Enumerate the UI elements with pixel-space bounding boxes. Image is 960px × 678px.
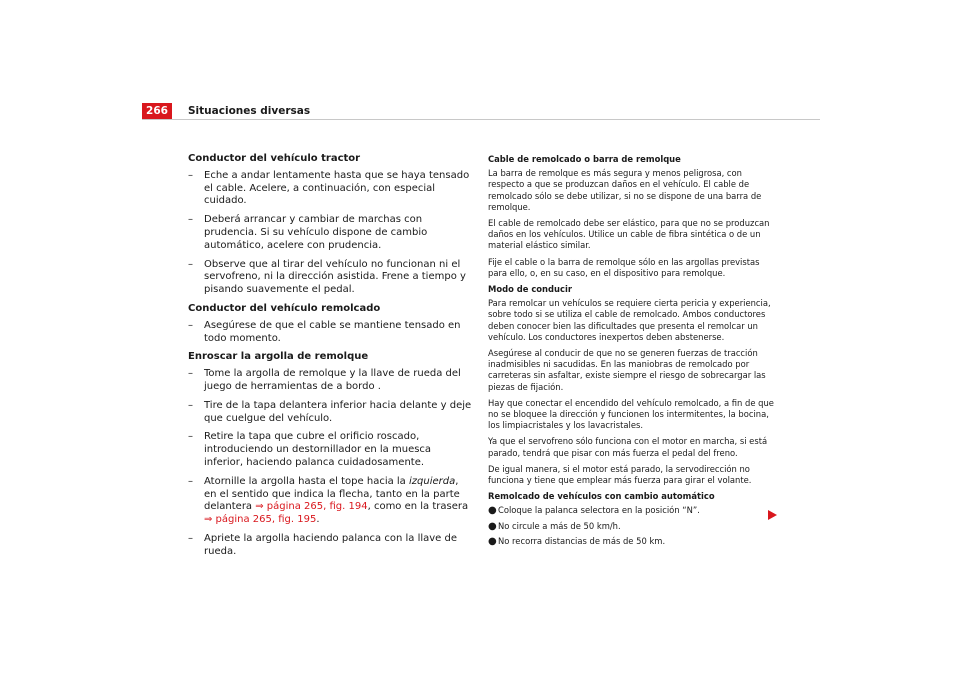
step <box>188 476 473 527</box>
step <box>188 431 473 469</box>
step <box>188 214 473 252</box>
step-text: , en el sentido que indica la flecha, tanto en la parte delantera <box>204 475 460 513</box>
right-column <box>488 154 778 551</box>
section-title: Situaciones diversas <box>188 105 311 117</box>
link-fig-195[interactable]: ⇒ página 265, fig. 195 <box>204 514 317 526</box>
step <box>188 368 473 394</box>
step-text: Atornille la argolla hasta el tope hacia la <box>204 475 409 487</box>
step-text: Tire de la tapa delantera inferior hacia delante y deje que cuelgue del vehículo. <box>204 399 472 424</box>
step-text: , como en la trasera <box>367 501 469 513</box>
next-page-arrow-icon[interactable] <box>768 510 777 520</box>
step-text: . <box>316 514 320 526</box>
dash-marker: – <box>188 319 193 331</box>
link-fig-194[interactable]: ⇒ página 265, fig. 194 <box>255 501 368 513</box>
heading-towed-driver: Conductor del vehículo remolcado <box>188 302 381 314</box>
step <box>188 259 473 297</box>
paragraph: Ya que el servofreno sólo funciona con el motor en marcha, si está parado, tendrá que pisar con más fuerza el pedal del freno. <box>488 436 768 458</box>
list-item <box>488 521 778 532</box>
page-header <box>142 103 820 119</box>
dash-marker: – <box>188 368 193 380</box>
step <box>188 170 473 208</box>
heading-driving-mode: Modo de conducir <box>488 284 572 295</box>
dash-marker: – <box>188 532 193 544</box>
step-text: Deberá arrancar y cambiar de marchas con prudencia. Si su vehículo dispone de cambio automático, acelere con prudencia. <box>204 214 428 251</box>
dash-marker: – <box>188 214 193 226</box>
paragraph: Para remolcar un vehículos se requiere cierta pericia y experiencia, sobre todo si se utiliza el cable de remolcado. Ambos conductores deben conocer bien las dificultades que presenta el remolcar un vehículo. Los conductores inexpertos deben abstenerse. <box>488 298 771 342</box>
paragraph: La barra de remolque es más segura y menos peligrosa, con respecto a que se produzcan daños en el vehículo. El cable de remolcado sólo se debe utilizar, si no se dispone de una barra de remolque. <box>488 168 762 212</box>
step <box>188 400 473 426</box>
emphasis-left: izquierda <box>409 475 456 487</box>
bullet-icon: ● <box>488 520 497 532</box>
dash-marker: – <box>188 399 193 411</box>
heading-screw-eye: Enroscar la argolla de remolque <box>188 351 369 363</box>
paragraph: Fije el cable o la barra de remolque sólo en las argollas previstas para ello, o, en su caso, en el dispositivo para remolque. <box>488 256 760 278</box>
heading-automatic-gearbox: Remolcado de vehículos con cambio automático <box>488 491 715 502</box>
paragraph: Hay que conectar el encendido del vehículo remolcado, a fin de que no se bloquee la dirección y funcionen los intermitentes, la bocina, los limpiacristales y los lavacristales. <box>488 397 774 431</box>
dash-marker: – <box>188 431 193 443</box>
paragraph: El cable de remolcado debe ser elástico, para que no se produzcan daños en los vehículos. Utilice un cable de fibra sintética o de un material elástico similar. <box>488 218 770 251</box>
dash-marker: – <box>188 258 193 270</box>
dash-marker: – <box>188 169 193 181</box>
heading-towing-driver: Conductor del vehículo tractor <box>188 153 361 164</box>
list-item-text: No recorra distancias de más de 50 km. <box>498 535 666 546</box>
step-text: Tome la argolla de remolque y la llave de rueda del juego de herramientas de a bordo . <box>204 368 461 392</box>
heading-tow-rope: Cable de remolcado o barra de remolque <box>488 154 681 164</box>
list-item-text: No circule a más de 50 km/h. <box>498 520 621 531</box>
page-number: 266 <box>142 103 172 119</box>
paragraph: De igual manera, si el motor está parado, la servodirección no funciona y tiene que emplear más fuerza para girar el volante. <box>488 463 752 486</box>
header-rule <box>142 119 820 120</box>
dash-marker: – <box>188 475 193 487</box>
bullet-icon: ● <box>488 505 497 517</box>
step-text: Apriete la argolla haciendo palanca con la llave de rueda. <box>204 532 458 557</box>
step-text: Observe que al tirar del vehículo no funcionan ni el servofreno, ni la dirección asistida. Frene a tiempo y pisando suavemente el pedal. <box>204 258 466 296</box>
paragraph: Asegúrese al conducir de que no se generen fuerzas de tracción inadmisibles ni sacudidas. En las maniobras de remolcado por carreteras sin asfaltar, existe siempre el riesgo de sobrecargar las piezas de fijación. <box>488 348 766 392</box>
step <box>188 533 473 559</box>
list-item <box>488 505 778 516</box>
list-item-text: Coloque la palanca selectora en la posición “N”. <box>498 505 700 516</box>
step <box>188 320 473 346</box>
list-item <box>488 536 778 547</box>
step-text: Retire la tapa que cubre el orificio roscado, introduciendo un destornillador en la muesca inferior, haciendo palanca cuidadosamente. <box>204 431 432 468</box>
step-text: Asegúrese de que el cable se mantiene tensado en todo momento. <box>204 319 461 344</box>
bullet-icon: ● <box>488 535 497 547</box>
left-column <box>188 153 473 565</box>
step-text: Eche a andar lentamente hasta que se haya tensado el cable. Acelere, a continuación, con especial cuidado. <box>204 169 470 207</box>
